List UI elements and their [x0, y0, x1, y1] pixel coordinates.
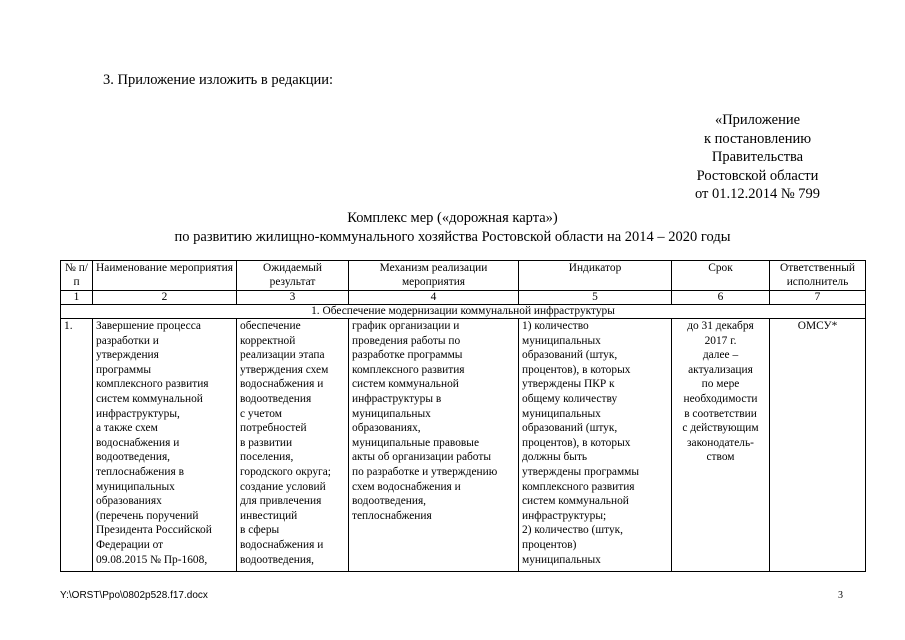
appendix-line: «Приложение [714, 112, 801, 128]
appendix-line: от 01.12.2014 № 799 [694, 186, 821, 202]
column-number: 7 [770, 291, 866, 305]
cell-name: Завершение процесса разработки и утверждения программы комплексного развития систем коммунальной инфраструктуры, а также схем водоснабжения и водоотведения, теплоснабжения в муниципальных образованиях (перечень поручений Президента Российской Федерации от 09.08.2015 № Пр-1608, [93, 319, 237, 572]
appendix-line: к постановлению [703, 130, 812, 147]
column-number: 2 [93, 291, 237, 305]
page-number: 3 [838, 590, 843, 601]
column-number: 5 [519, 291, 672, 305]
header-term: Срок [672, 261, 770, 291]
section-title: 1. Обеспечение модернизации коммунальной инфраструктуры [61, 305, 866, 319]
cell-executor: ОМСУ* [770, 319, 866, 572]
header-number: № п/п [61, 261, 93, 291]
column-number: 6 [672, 291, 770, 305]
column-number: 3 [237, 291, 349, 305]
column-number: 4 [349, 291, 519, 305]
intro-text: 3. Приложение изложить в редакции: [103, 72, 334, 88]
header-mechanism: Механизм реализации мероприятия [349, 261, 519, 291]
cell-result: обеспечение корректной реализации этапа утверждения схем водоснабжения и водоотведения с учетом потребностей в развитии поселения, городского округа; создание условий для привлечения инвестиций в сферы водоснабжения и водоотведения, [237, 319, 349, 572]
document-title: Комплекс мер («дорожная карта») [347, 210, 558, 226]
header-executor: Ответственный исполнитель [770, 261, 866, 291]
table-row [61, 319, 866, 572]
appendix-header [660, 111, 855, 204]
file-path: Y:\ORST\Ppo\0802p528.f17.docx [60, 590, 208, 601]
cell-number: 1. [61, 319, 93, 572]
cell-term: до 31 декабря 2017 г. далее – актуализация по мере необходимости в соответствии с действующим законодатель- ством [672, 319, 770, 572]
cell-mechanism: график организации и проведения работы по разработке программы комплексного развития систем коммунальной инфраструктуры в муниципальных образованиях, муниципальные правовые акты об организации работы по разработке и утверждению схем водоснабжения и водоотведения, теплоснабжения [349, 319, 519, 572]
column-number-row [61, 291, 866, 305]
cell-indicator: 1) количество муниципальных образований (штук, процентов), в которых утверждены ПКР к общему количеству муниципальных образований (штук, процентов), в которых должны быть утверждены программы комплексного развития систем коммунальной инфраструктуры; 2) количество (штук, процентов) муниципальных [519, 319, 672, 572]
roadmap-table [60, 260, 866, 572]
appendix-line: Правительства [711, 149, 804, 165]
document-subtitle: по развитию жилищно-коммунального хозяйства Ростовской области на 2014 – 2020 годы [174, 229, 731, 245]
header-indicator: Индикатор [519, 261, 672, 291]
section-row [61, 305, 866, 319]
column-number: 1 [61, 291, 93, 305]
header-result: Ожидаемый результат [237, 261, 349, 291]
appendix-line: Ростовской области [696, 167, 819, 184]
header-name: Наименование мероприятия [93, 261, 237, 291]
table-header-row [61, 261, 866, 291]
